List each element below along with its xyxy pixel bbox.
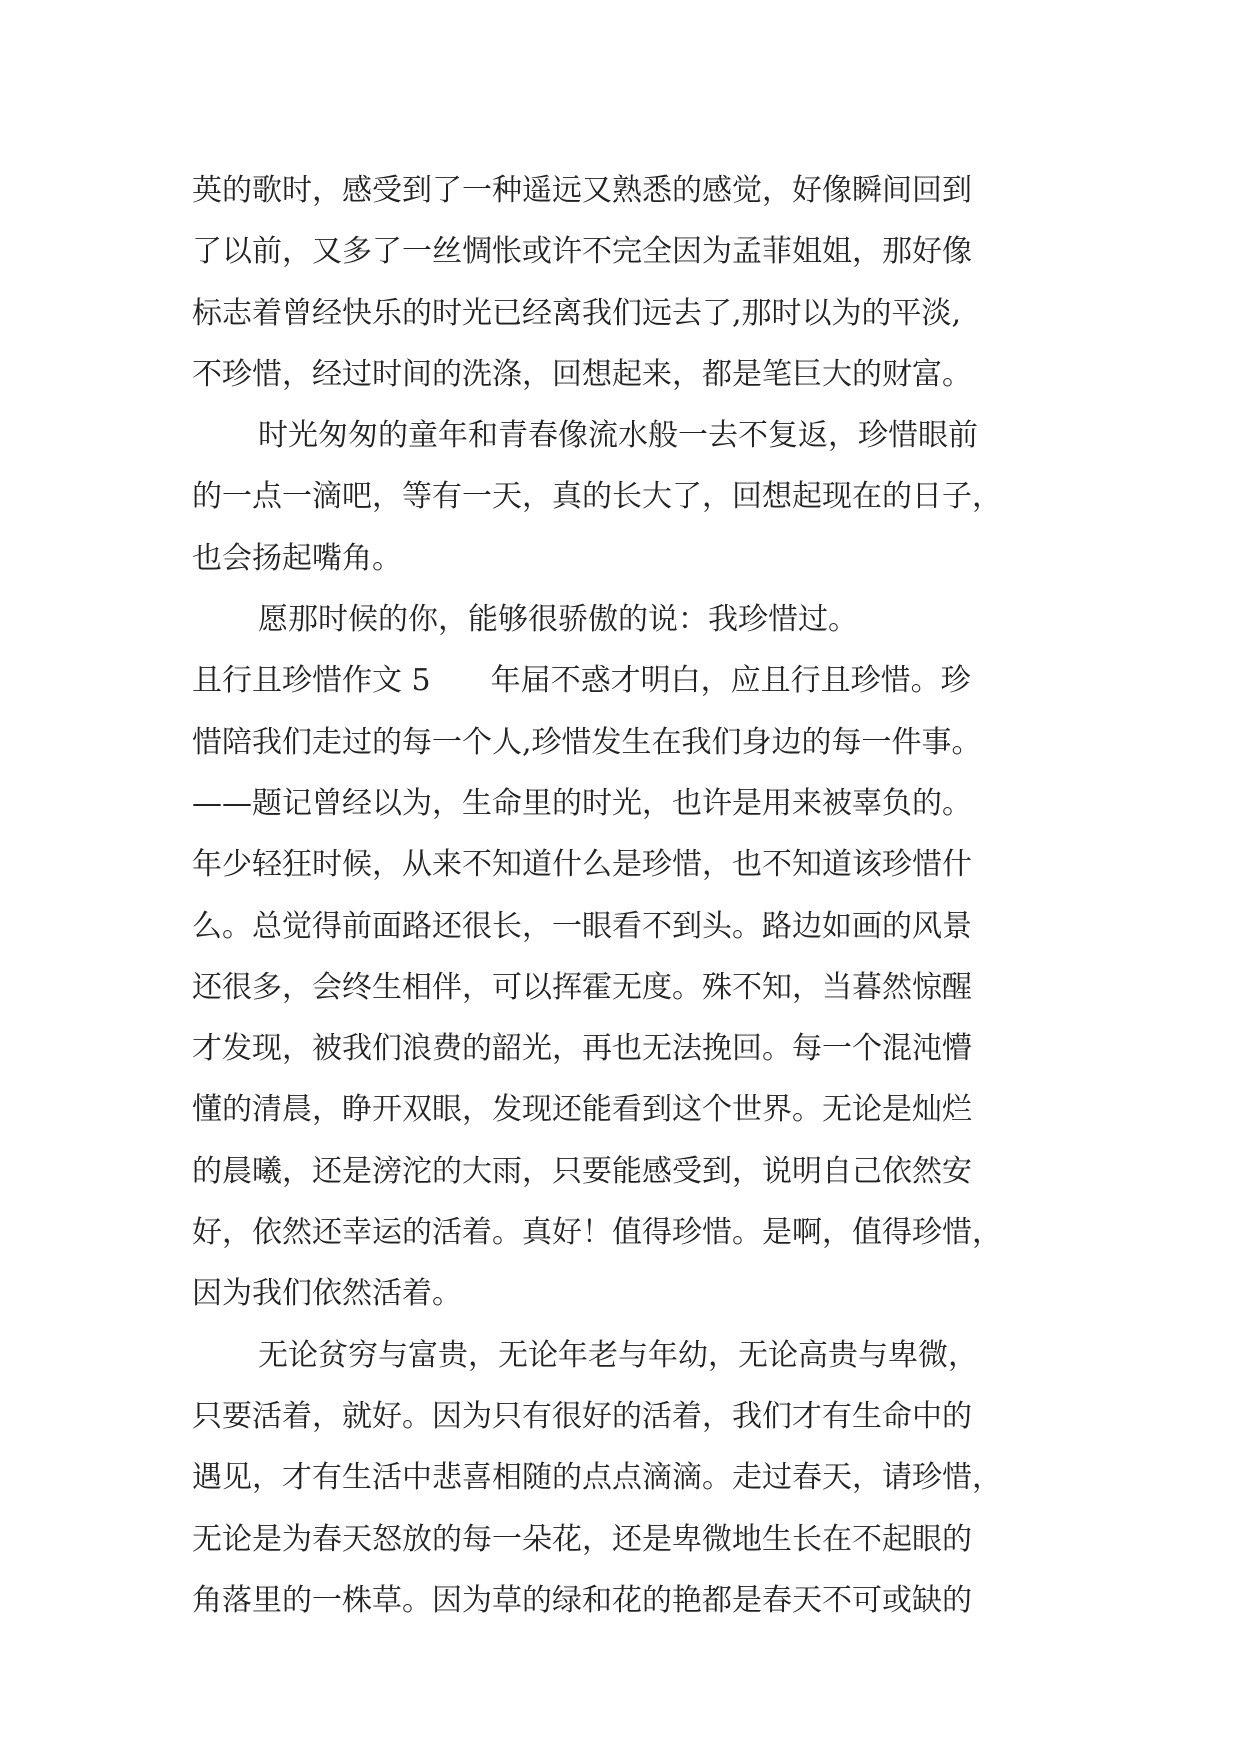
- text-line: 标志着曾经快乐的时光已经离我们远去了,那时以为的平淡,: [192, 295, 962, 331]
- text-line: 的晨曦，还是滂沱的大雨，只要能感受到，说明自己依然安: [192, 1153, 972, 1189]
- text-line: 不珍惜，经过时间的洗涤，回想起来，都是笔巨大的财富。: [192, 356, 972, 392]
- text-line: 么。总觉得前面路还很长，一眼看不到头。路边如画的风景: [192, 908, 972, 944]
- text-line: 懂的清晨，睁开双眼，发现还能看到这个世界。无论是灿烂: [192, 1092, 972, 1128]
- text-line: 了以前，又多了一丝惆怅或许不完全因为孟菲姐姐，那好像: [192, 234, 972, 270]
- text-line: 的一点一滴吧，等有一天，真的长大了，回想起现在的日子，: [192, 479, 1002, 515]
- text-line: 还很多，会终生相伴，可以挥霍无度。殊不知，当暮然惊醒: [192, 969, 972, 1005]
- text-line: ——题记曾经以为，生命里的时光，也许是用来被辜负的。: [192, 785, 972, 821]
- text-line: 且行且珍惜作文 5 年届不惑才明白，应且行且珍惜。珍: [192, 663, 971, 699]
- text-line: 也会扬起嘴角。: [192, 540, 402, 576]
- text-line: 无论是为春天怒放的每一朵花，还是卑微地生长在不起眼的: [192, 1521, 972, 1557]
- text-line: 才发现，被我们浪费的韶光，再也无法挽回。每一个混沌懵: [192, 1031, 972, 1067]
- text-line: 遇见，才有生活中悲喜相随的点点滴滴。走过春天，请珍惜，: [192, 1460, 1002, 1496]
- text-line: 好，依然还幸运的活着。真好！值得珍惜。是啊，值得珍惜，: [192, 1215, 1002, 1251]
- body-text: [192, 160, 1092, 1631]
- text-line: 因为我们依然活着。: [192, 1276, 462, 1312]
- text-line: 时光匆匆的童年和青春像流水般一去不复返，珍惜眼前: [258, 418, 978, 454]
- text-line: 愿那时候的你，能够很骄傲的说：我珍惜过。: [258, 602, 858, 638]
- text-line: 英的歌时，感受到了一种遥远又熟悉的感觉，好像瞬间回到: [192, 173, 972, 208]
- text-line: 惜陪我们走过的每一个人,珍惜发生在我们身边的每一件事。: [192, 724, 982, 760]
- text-line: 无论贫穷与富贵，无论年老与年幼，无论高贵与卑微，: [258, 1337, 978, 1373]
- text-line: 只要活着，就好。因为只有很好的活着，我们才有生命中的: [192, 1398, 972, 1434]
- text-line: 角落里的一株草。因为草的绿和花的艳都是春天不可或缺的: [192, 1582, 972, 1618]
- text-line: 年少轻狂时候，从来不知道什么是珍惜，也不知道该珍惜什: [192, 847, 972, 883]
